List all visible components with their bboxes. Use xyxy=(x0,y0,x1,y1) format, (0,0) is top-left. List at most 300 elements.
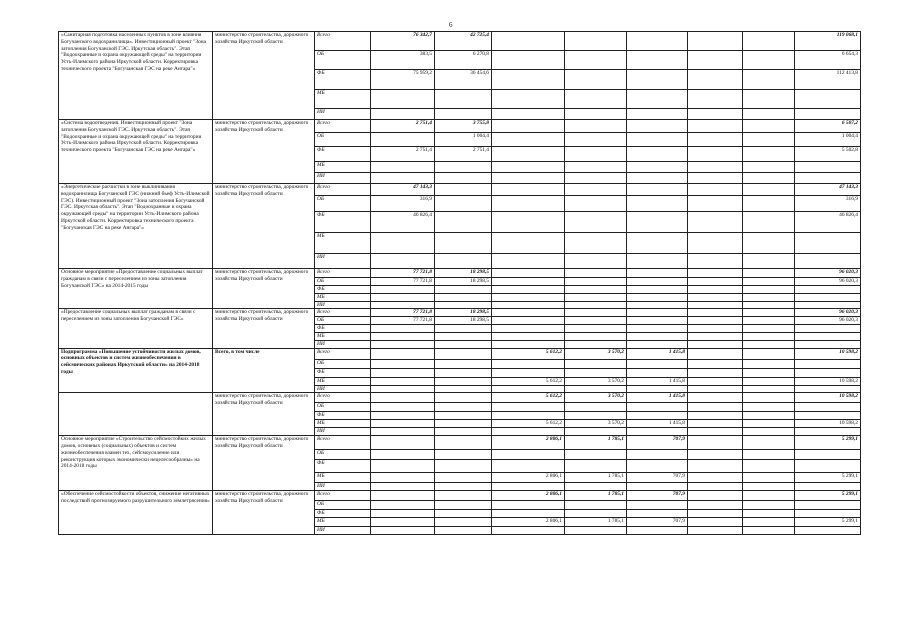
amount-cell xyxy=(743,301,795,309)
amount-cell xyxy=(743,90,795,109)
funding-source: ФБ xyxy=(315,325,371,333)
amount-cell xyxy=(565,293,627,301)
amount-cell xyxy=(565,70,627,90)
amount-cell xyxy=(435,301,492,309)
amount-cell xyxy=(371,473,435,483)
amount-cell xyxy=(743,385,795,393)
amount-cell xyxy=(565,120,627,133)
amount-cell xyxy=(743,368,795,377)
amount-cell xyxy=(688,385,743,393)
amount-cell xyxy=(492,184,565,196)
amount-cell xyxy=(688,501,743,510)
amount-cell: 18 298,5 xyxy=(435,278,492,286)
amount-cell xyxy=(688,517,743,526)
measure-name: Основное мероприятие «Строительство сейсмостойких жилых домов, основных (социальных) объектов и систем жизнеобеспечения взамен тех, сейсмоусиление или реконструкция которых экономически нецелесообразны» на 2014-2018 годы xyxy=(59,436,213,491)
amount-cell xyxy=(627,90,688,109)
amount-cell xyxy=(627,332,688,340)
total-cell xyxy=(795,368,861,377)
total-cell: 112 413,8 xyxy=(795,70,861,90)
amount-cell xyxy=(492,32,565,51)
amount-cell xyxy=(743,293,795,301)
amount-cell xyxy=(743,428,795,436)
funding-source: ОБ xyxy=(315,501,371,510)
amount-cell xyxy=(371,301,435,309)
amount-cell xyxy=(565,32,627,51)
table-row xyxy=(59,184,861,196)
amount-cell xyxy=(743,332,795,340)
total-cell xyxy=(795,325,861,333)
amount-cell xyxy=(743,526,795,534)
amount-cell xyxy=(627,173,688,184)
amount-cell xyxy=(688,393,743,403)
amount-cell xyxy=(688,173,743,184)
amount-cell xyxy=(688,293,743,301)
amount-cell xyxy=(565,278,627,286)
amount-cell xyxy=(565,173,627,184)
amount-cell xyxy=(565,212,627,233)
table-row xyxy=(59,32,861,51)
financing-table xyxy=(58,31,861,535)
amount-cell: 3 755,8 xyxy=(435,120,492,133)
amount-cell xyxy=(492,309,565,317)
total-cell: 5 299,1 xyxy=(795,491,861,501)
amount-cell xyxy=(627,403,688,412)
amount-cell xyxy=(565,450,627,460)
amount-cell xyxy=(627,510,688,518)
executor: министерство строительства, дорожного хозяйства Иркутской области xyxy=(213,436,315,491)
amount-cell xyxy=(565,317,627,325)
amount-cell xyxy=(743,254,795,269)
amount-cell xyxy=(565,51,627,70)
amount-cell xyxy=(743,32,795,51)
amount-cell xyxy=(565,147,627,162)
amount-cell xyxy=(435,501,492,510)
amount-cell xyxy=(688,412,743,420)
amount-cell xyxy=(743,162,795,173)
amount-cell xyxy=(492,51,565,70)
executor: министерство строительства, дорожного хозяйства Иркутской области xyxy=(213,393,315,436)
amount-cell xyxy=(688,491,743,501)
amount-cell xyxy=(688,133,743,147)
funding-source: ИИ xyxy=(315,254,371,269)
amount-cell xyxy=(492,526,565,534)
amount-cell xyxy=(371,90,435,109)
amount-cell xyxy=(627,32,688,51)
total-cell: 96 020,3 xyxy=(795,317,861,325)
amount-cell xyxy=(492,412,565,420)
amount-cell xyxy=(565,526,627,534)
amount-cell xyxy=(371,460,435,473)
amount-cell xyxy=(743,348,795,359)
amount-cell xyxy=(371,385,435,393)
amount-cell xyxy=(627,526,688,534)
amount-cell: 6 270,8 xyxy=(435,51,492,70)
funding-source: Всего xyxy=(315,120,371,133)
amount-cell xyxy=(371,254,435,269)
amount-cell xyxy=(371,510,435,518)
total-cell xyxy=(795,428,861,436)
amount-cell xyxy=(565,332,627,340)
amount-cell xyxy=(565,460,627,473)
funding-source: ФБ xyxy=(315,510,371,518)
amount-cell xyxy=(565,428,627,436)
amount-cell xyxy=(492,340,565,348)
total-cell: 96 020,3 xyxy=(795,278,861,286)
total-cell: 119 068,1 xyxy=(795,32,861,51)
amount-cell xyxy=(688,147,743,162)
amount-cell: 76 342,7 xyxy=(371,32,435,51)
amount-cell xyxy=(627,147,688,162)
amount-cell: 77 721,8 xyxy=(371,278,435,286)
total-cell: 96 020,3 xyxy=(795,309,861,317)
funding-source: Всего xyxy=(315,348,371,359)
amount-cell xyxy=(627,428,688,436)
amount-cell xyxy=(565,309,627,317)
amount-cell xyxy=(371,412,435,420)
amount-cell xyxy=(371,450,435,460)
amount-cell xyxy=(627,51,688,70)
total-cell: 96 020,3 xyxy=(795,269,861,278)
amount-cell xyxy=(627,412,688,420)
amount-cell xyxy=(688,212,743,233)
amount-cell xyxy=(565,403,627,412)
amount-cell xyxy=(492,70,565,90)
amount-cell xyxy=(371,359,435,368)
amount-cell: 1 785,1 xyxy=(565,517,627,526)
amount-cell xyxy=(492,368,565,377)
amount-cell xyxy=(371,325,435,333)
total-cell: 6 507,2 xyxy=(795,120,861,133)
funding-source: ИИ xyxy=(315,428,371,436)
amount-cell xyxy=(492,460,565,473)
funding-source: ИИ xyxy=(315,173,371,184)
funding-source: ИИ xyxy=(315,109,371,120)
amount-cell xyxy=(688,109,743,120)
total-cell xyxy=(795,301,861,309)
amount-cell xyxy=(492,510,565,518)
amount-cell xyxy=(688,428,743,436)
amount-cell xyxy=(565,90,627,109)
total-cell: 5 502,8 xyxy=(795,147,861,162)
amount-cell xyxy=(688,483,743,491)
amount-cell xyxy=(743,286,795,294)
amount-cell xyxy=(688,309,743,317)
executor: министерство строительства, дорожного хозяйства Иркутской области xyxy=(213,32,315,120)
funding-source: ИИ xyxy=(315,301,371,309)
funding-source: МБ xyxy=(315,332,371,340)
amount-cell xyxy=(743,325,795,333)
amount-cell xyxy=(371,368,435,377)
measure-name: «Предоставление социальных выплат гражданам в связи с переселением из зоны затопления Богучанской ГЭС» xyxy=(59,309,213,348)
amount-cell xyxy=(688,436,743,450)
funding-source: ИИ xyxy=(315,385,371,393)
amount-cell xyxy=(688,301,743,309)
amount-cell xyxy=(627,385,688,393)
amount-cell: 5 612,2 xyxy=(492,348,565,359)
amount-cell xyxy=(565,325,627,333)
amount-cell: 3 570,2 xyxy=(565,420,627,428)
amount-cell xyxy=(435,385,492,393)
amount-cell xyxy=(492,450,565,460)
amount-cell xyxy=(688,473,743,483)
amount-cell: 1 785,1 xyxy=(565,491,627,501)
amount-cell xyxy=(627,233,688,254)
amount-cell xyxy=(371,332,435,340)
amount-cell xyxy=(435,483,492,491)
amount-cell: 36 454,6 xyxy=(435,70,492,90)
amount-cell xyxy=(492,286,565,294)
amount-cell xyxy=(565,340,627,348)
funding-source: ОБ xyxy=(315,450,371,460)
amount-cell xyxy=(743,473,795,483)
amount-cell xyxy=(688,420,743,428)
amount-cell xyxy=(492,212,565,233)
amount-cell xyxy=(371,293,435,301)
amount-cell: 18 298,5 xyxy=(435,317,492,325)
amount-cell xyxy=(371,286,435,294)
total-cell xyxy=(795,510,861,518)
amount-cell xyxy=(627,301,688,309)
amount-cell xyxy=(627,317,688,325)
amount-cell xyxy=(743,436,795,450)
amount-cell xyxy=(743,501,795,510)
amount-cell: 2 806,1 xyxy=(492,473,565,483)
table-row xyxy=(59,491,861,501)
funding-source: МБ xyxy=(315,420,371,428)
amount-cell xyxy=(688,196,743,212)
amount-cell: 1 415,8 xyxy=(627,420,688,428)
total-cell xyxy=(795,450,861,460)
amount-cell xyxy=(435,517,492,526)
amount-cell xyxy=(492,233,565,254)
amount-cell xyxy=(435,377,492,385)
funding-source: ФБ xyxy=(315,368,371,377)
funding-source: ОБ xyxy=(315,278,371,286)
amount-cell xyxy=(492,173,565,184)
amount-cell xyxy=(565,109,627,120)
funding-source: ФБ xyxy=(315,70,371,90)
amount-cell: 46 826,4 xyxy=(371,212,435,233)
amount-cell xyxy=(371,501,435,510)
measure-name: «Система водоотведения. Инвестиционный проект "Зона затопления Богучанской ГЭС. Иркутская область". Этап "Водоохранные и охрана окружающей среды" на территории Усть-Илимского района Иркутской области. Корректировка технического проекта "Богучанская ГЭС на реке Ангара"» xyxy=(59,120,213,184)
amount-cell xyxy=(435,293,492,301)
amount-cell xyxy=(627,212,688,233)
amount-cell xyxy=(743,491,795,501)
total-cell xyxy=(795,412,861,420)
amount-cell: 2 751,4 xyxy=(371,147,435,162)
amount-cell xyxy=(492,403,565,412)
amount-cell xyxy=(627,340,688,348)
funding-source: ФБ xyxy=(315,286,371,294)
amount-cell: 77 721,8 xyxy=(371,269,435,278)
funding-source: ОБ xyxy=(315,317,371,325)
amount-cell xyxy=(565,286,627,294)
amount-cell: 47 143,3 xyxy=(371,184,435,196)
total-cell xyxy=(795,173,861,184)
amount-cell xyxy=(435,368,492,377)
total-cell xyxy=(795,254,861,269)
amount-cell xyxy=(743,269,795,278)
amount-cell: 707,9 xyxy=(627,473,688,483)
amount-cell: 2 806,1 xyxy=(492,517,565,526)
amount-cell xyxy=(627,368,688,377)
amount-cell: 75 959,2 xyxy=(371,70,435,90)
amount-cell xyxy=(435,510,492,518)
amount-cell: 1 415,8 xyxy=(627,393,688,403)
amount-cell xyxy=(743,450,795,460)
amount-cell xyxy=(688,254,743,269)
amount-cell xyxy=(492,301,565,309)
total-cell: 6 654,3 xyxy=(795,51,861,70)
amount-cell xyxy=(435,109,492,120)
amount-cell xyxy=(435,340,492,348)
table-row xyxy=(59,348,861,359)
amount-cell xyxy=(688,317,743,325)
amount-cell xyxy=(435,436,492,450)
funding-source: МБ xyxy=(315,162,371,173)
amount-cell: 707,9 xyxy=(627,517,688,526)
amount-cell xyxy=(743,196,795,212)
amount-cell xyxy=(688,348,743,359)
measure-name: «Обеспечение сейсмостойкости объектов, снижение негативных последствий прогнозируемого разрушительного землетрясения» xyxy=(59,491,213,535)
amount-cell xyxy=(627,359,688,368)
amount-cell xyxy=(492,483,565,491)
amount-cell xyxy=(435,403,492,412)
amount-cell xyxy=(627,254,688,269)
amount-cell xyxy=(565,233,627,254)
amount-cell xyxy=(492,90,565,109)
funding-source: МБ xyxy=(315,377,371,385)
total-cell: 5 299,1 xyxy=(795,436,861,450)
amount-cell xyxy=(627,501,688,510)
funding-source: ФБ xyxy=(315,460,371,473)
total-cell xyxy=(795,403,861,412)
total-cell xyxy=(795,293,861,301)
amount-cell xyxy=(435,173,492,184)
total-cell: 10 598,2 xyxy=(795,393,861,403)
amount-cell xyxy=(371,428,435,436)
amount-cell xyxy=(688,450,743,460)
amount-cell xyxy=(435,332,492,340)
amount-cell xyxy=(688,70,743,90)
amount-cell xyxy=(371,133,435,147)
amount-cell xyxy=(492,293,565,301)
amount-cell xyxy=(371,393,435,403)
amount-cell xyxy=(371,340,435,348)
executor: министерство строительства, дорожного хозяйства Иркутской области xyxy=(213,269,315,309)
amount-cell xyxy=(688,340,743,348)
amount-cell xyxy=(435,348,492,359)
amount-cell xyxy=(743,233,795,254)
amount-cell xyxy=(371,403,435,412)
amount-cell: 3 570,2 xyxy=(565,377,627,385)
funding-source: ФБ xyxy=(315,212,371,233)
amount-cell xyxy=(371,517,435,526)
amount-cell xyxy=(492,501,565,510)
page-number: 6 xyxy=(449,21,453,29)
amount-cell: 18 298,5 xyxy=(435,309,492,317)
amount-cell xyxy=(435,420,492,428)
amount-cell xyxy=(492,428,565,436)
total-cell xyxy=(795,332,861,340)
amount-cell xyxy=(688,460,743,473)
amount-cell: 5 612,2 xyxy=(492,393,565,403)
amount-cell xyxy=(743,483,795,491)
amount-cell xyxy=(627,133,688,147)
amount-cell xyxy=(565,368,627,377)
amount-cell xyxy=(743,278,795,286)
amount-cell xyxy=(435,162,492,173)
executor: Всего, в том числе xyxy=(213,348,315,393)
funding-source: МБ xyxy=(315,517,371,526)
amount-cell: 42 725,4 xyxy=(435,32,492,51)
funding-source: Всего xyxy=(315,184,371,196)
amount-cell xyxy=(743,51,795,70)
funding-source: Всего xyxy=(315,32,371,51)
total-cell xyxy=(795,90,861,109)
amount-cell: 5 612,2 xyxy=(492,420,565,428)
amount-cell: 3 570,2 xyxy=(565,393,627,403)
amount-cell xyxy=(435,196,492,212)
total-cell: 5 299,1 xyxy=(795,517,861,526)
amount-cell: 1 785,1 xyxy=(565,436,627,450)
amount-cell xyxy=(492,332,565,340)
total-cell xyxy=(795,109,861,120)
amount-cell xyxy=(743,173,795,184)
total-cell: 46 826,4 xyxy=(795,212,861,233)
amount-cell: 2 806,1 xyxy=(492,491,565,501)
total-cell: 1 004,4 xyxy=(795,133,861,147)
funding-source: ИИ xyxy=(315,483,371,491)
amount-cell xyxy=(435,254,492,269)
amount-cell: 2 751,4 xyxy=(371,120,435,133)
amount-cell xyxy=(627,309,688,317)
amount-cell xyxy=(492,317,565,325)
amount-cell xyxy=(492,120,565,133)
amount-cell xyxy=(492,269,565,278)
total-cell: 10 598,2 xyxy=(795,420,861,428)
amount-cell xyxy=(492,254,565,269)
amount-cell xyxy=(371,377,435,385)
amount-cell xyxy=(435,184,492,196)
amount-cell xyxy=(627,293,688,301)
amount-cell xyxy=(435,412,492,420)
funding-source: ФБ xyxy=(315,147,371,162)
amount-cell: 2 751,4 xyxy=(435,147,492,162)
measure-name: «Энергетические расчистки в зоне выклинивания водохранилища Богучанской ГЭС (нижний бьеф Усть-Илимской ГЭС). Инвестиционный проект "Зона затопления Богучанской ГЭС. Иркутская область". Этап "Водоохранные и охрана окружающей среды" на территории Усть-Илимского района Иркутской области. Корректировка технического проекта "Богучанская ГЭС на реке Ангара"» xyxy=(59,184,213,269)
amount-cell xyxy=(565,301,627,309)
amount-cell xyxy=(688,51,743,70)
amount-cell: 2 806,1 xyxy=(492,436,565,450)
amount-cell xyxy=(743,147,795,162)
total-cell xyxy=(795,233,861,254)
measure-name: Основное мероприятие «Предоставление социальных выплат гражданам в связи с переселением из зоны затопления Богучанской ГЭС» на 2014-2015 годы xyxy=(59,269,213,309)
amount-cell xyxy=(435,233,492,254)
amount-cell xyxy=(435,212,492,233)
amount-cell xyxy=(743,393,795,403)
amount-cell xyxy=(743,212,795,233)
amount-cell xyxy=(688,377,743,385)
amount-cell xyxy=(688,269,743,278)
amount-cell xyxy=(492,278,565,286)
table-row xyxy=(59,309,861,317)
amount-cell xyxy=(743,70,795,90)
amount-cell xyxy=(627,269,688,278)
total-cell xyxy=(795,359,861,368)
amount-cell xyxy=(627,162,688,173)
amount-cell xyxy=(435,428,492,436)
amount-cell xyxy=(435,90,492,109)
